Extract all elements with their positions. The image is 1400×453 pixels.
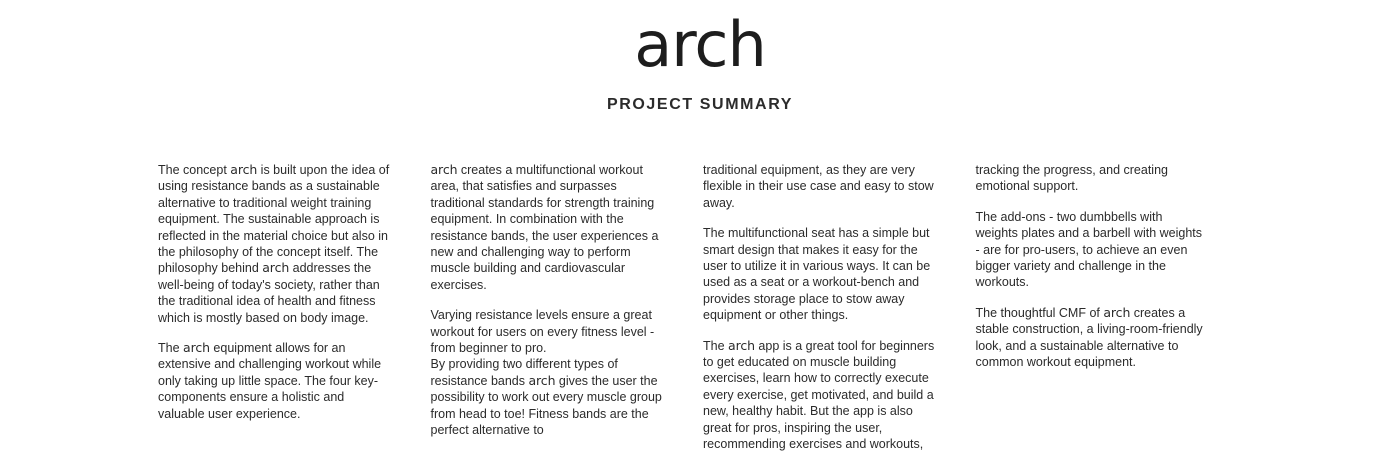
paragraph: The add-ons - two dumbbells with weights plates and a barbell with weights - are for pro-users, to achieve an even bigger variety and challenge in the workouts.	[975, 209, 1203, 290]
page-subtitle: PROJECT SUMMARY	[606, 96, 794, 113]
column-1	[158, 162, 431, 453]
paragraph: Varying resistance levels ensure a great workout for users on every fitness level - from beginner to pro.	[430, 308, 655, 356]
column-2	[431, 162, 704, 453]
paragraph: The concept arch is built upon the idea of using resistance bands as a sustainable alternative to traditional weight training equipment. The sustainable approach is reflected in the material choice but also in the philosophy of the concept itself. The philosophy behind arch addresses the well-being of today's society, rather than the traditional idea of health and fitness which is mostly based on body image.	[158, 162, 390, 325]
brand-title: arch	[634, 8, 766, 81]
column-3	[703, 162, 976, 453]
column-4	[976, 162, 1249, 453]
paragraph: tracking the progress, and creating emotional support.	[975, 163, 1168, 194]
text-columns	[158, 162, 1248, 453]
paragraph: The arch app is a great tool for beginners to get educated on muscle building exercises, learn how to correctly execute every exercise, get motivated, and build a new, healthy habit. But the app is also great for pros, inspiring the user, recommending exercises and workouts,	[703, 337, 935, 452]
paragraph: The arch equipment allows for an extensive and challenging workout while only taking up little space. The four key-components ensure a holistic and valuable user experience.	[158, 340, 382, 421]
paragraph: The thoughtful CMF of arch creates a stable construction, a living-room-friendly look, and a sustainable alternative to common workout equipment.	[975, 304, 1203, 370]
paragraph: The multifunctional seat has a simple but smart design that makes it easy for the user to utilize it in various ways. It can be used as a seat or a workout-bench and provides storage place to stow away equipment or other things.	[703, 226, 931, 323]
paragraph: traditional equipment, as they are very flexible in their use case and easy to stow away.	[703, 163, 934, 210]
paragraph: By providing two different types of resistance bands arch gives the user the possibility to work out every muscle group from head to toe! Fitness bands are the perfect alternative to	[430, 357, 662, 438]
paragraph: arch creates a multifunctional workout area, that satisfies and surpasses traditional standards for strength training equipment. In combination with the resistance bands, the user experiences a new and challenging way to perform muscle building and cardiovascular exercises.	[430, 162, 659, 292]
